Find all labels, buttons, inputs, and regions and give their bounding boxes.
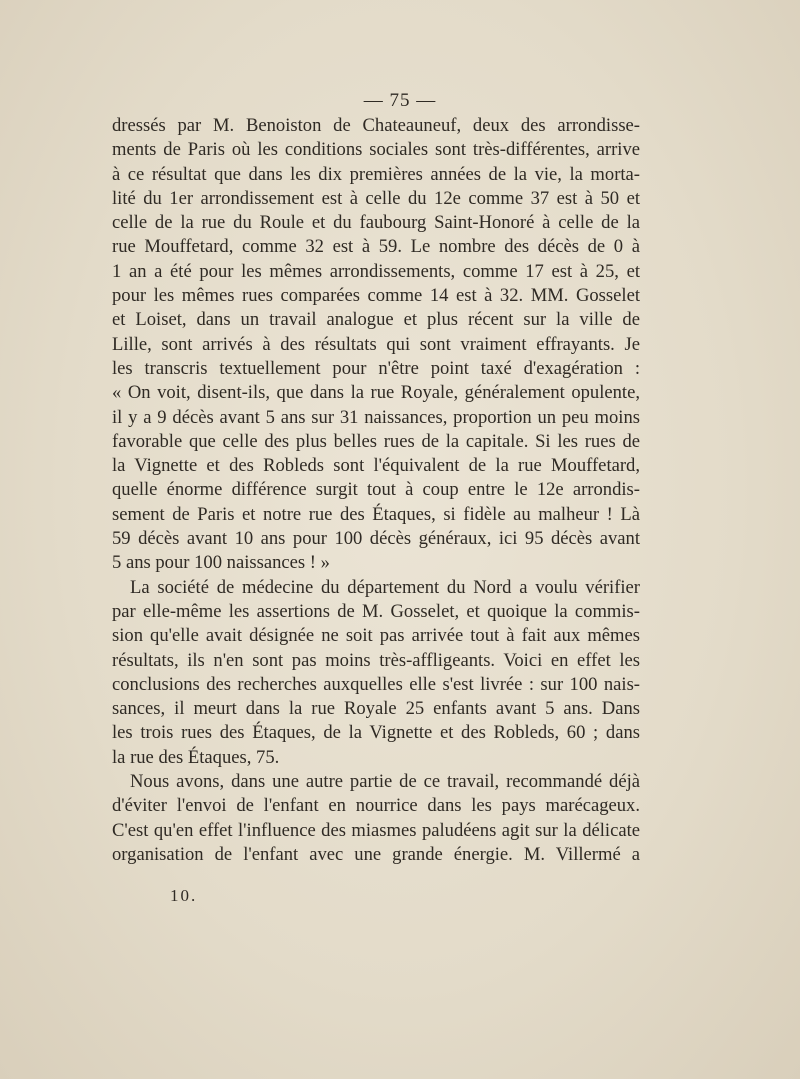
text-line: conclusions des recherches auxquelles elle s'est livrée : sur 100 nais- <box>112 673 640 695</box>
text-line: La société de médecine du département du Nord a voulu vérifier <box>130 576 640 598</box>
text-line: organisation de l'enfant avec une grande énergie. M. Villermé a <box>112 843 640 865</box>
text-line: résultats, ils n'en sont pas moins très-affligeants. Voici en effet les <box>112 649 640 671</box>
text-line: C'est qu'en effet l'influence des miasmes paludéens agit sur la délicate <box>112 819 640 841</box>
text-line: Lille, sont arrivés à des résultats qui sont vraiment effrayants. Je <box>112 333 640 355</box>
text-line: à ce résultat que dans les dix premières années de la vie, la morta- <box>112 163 640 185</box>
text-line: dressés par M. Benoiston de Chateauneuf, deux des arrondisse- <box>112 115 640 136</box>
text-line: les transcris textuellement pour n'être point taxé d'exagération : <box>112 357 640 379</box>
text-line: 5 ans pour 100 naissances ! » <box>112 552 330 574</box>
text-line: 59 décès avant 10 ans pour 100 décès généraux, ici 95 décès avant <box>112 528 640 550</box>
text-line: sion qu'elle avait désignée ne soit pas arrivée tout à fait aux mêmes <box>112 625 640 647</box>
body-text <box>112 114 640 867</box>
text-line: quelle énorme différence surgit tout à coup entre le 12e arrondis- <box>112 479 640 501</box>
text-line: la Vignette et des Robleds sont l'équivalent de la rue Mouffetard, <box>112 455 640 477</box>
text-line: 1 an a été pour les mêmes arrondissements, comme 17 est à 25, et <box>112 260 640 282</box>
text-line: par elle-même les assertions de M. Gosselet, et quoique la commis- <box>112 600 640 622</box>
text-line: pour les mêmes rues comparées comme 14 est à 32. MM. Gosselet <box>112 285 640 307</box>
text-line: celle de la rue du Roule et du faubourg Saint-Honoré à celle de la <box>112 212 640 234</box>
page-number: — 75 — <box>363 90 437 111</box>
text-line: les trois rues des Étaques, de la Vignette et des Robleds, 60 ; dans <box>112 722 640 744</box>
text-line: il y a 9 décès avant 5 ans sur 31 naissances, proportion un peu moins <box>112 406 640 428</box>
text-line: « On voit, disent-ils, que dans la rue Royale, généralement opulente, <box>112 382 640 404</box>
text-line: d'éviter l'envoi de l'enfant en nourrice dans les pays marécageux. <box>112 795 640 817</box>
text-line: rue Mouffetard, comme 32 est à 59. Le nombre des décès de 0 à <box>112 236 640 258</box>
text-line: favorable que celle des plus belles rues de la capitale. Si les rues de <box>112 430 640 452</box>
signature-mark: 10. <box>170 886 198 905</box>
text-line: la rue des Étaques, 75. <box>112 746 280 768</box>
text-line: et Loiset, dans un travail analogue et plus récent sur la ville de <box>112 309 640 331</box>
text-line: sances, il meurt dans la rue Royale 25 enfants avant 5 ans. Dans <box>112 698 640 720</box>
text-line: ments de Paris où les conditions sociales sont très-différentes, arrive <box>112 139 640 161</box>
text-line: sement de Paris et notre rue des Étaques, si fidèle au malheur ! Là <box>112 503 640 525</box>
text-line: Nous avons, dans une autre partie de ce travail, recommandé déjà <box>130 771 640 793</box>
text-line: lité du 1er arrondissement est à celle du 12e comme 37 est à 50 et <box>112 187 640 209</box>
